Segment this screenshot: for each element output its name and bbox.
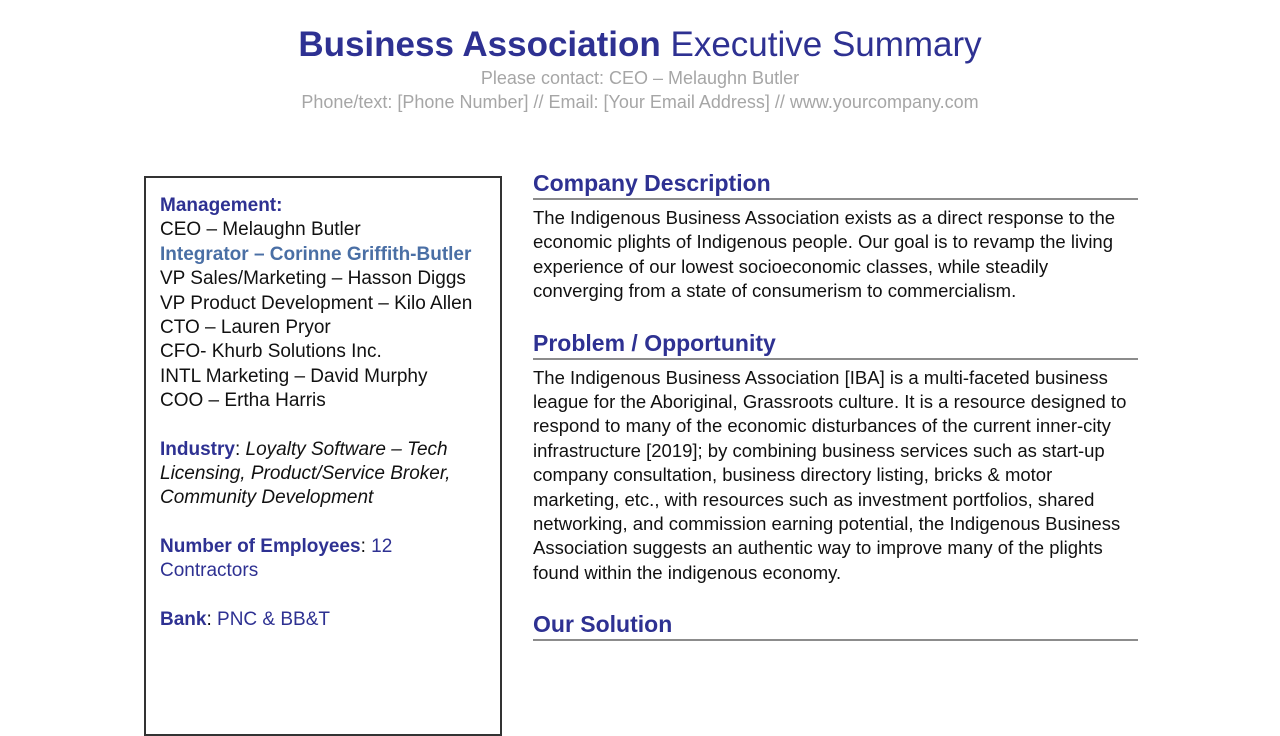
problem-opportunity-text: The Indigenous Business Association [IBA] is a multi-faceted business league for the Aboriginal, Grassroots culture. It is a resource designed to respond to many of the economic disturbances of the current inner-city infrastructure [2019]; by combining business services such as start-up company consultation, business directory listing, bricks & motor marketing, etc., with resources such as investment portfolios, shared networking, and commission earning potential, the Indigenous Business Association suggests an authentic way to improve many of the plights found within the indigenous economy. bbox=[533, 366, 1127, 583]
management-item: COO – Ertha Harris bbox=[160, 390, 326, 412]
phone-email-line: Phone/text: [Phone Number] // Email: [Your Email Address] // www.yourcompany.com bbox=[301, 92, 979, 112]
management-item: VP Product Development – Kilo Allen bbox=[160, 292, 473, 314]
bank-value: PNC & BB&T bbox=[217, 608, 331, 630]
employees-block: Number of Employees: 12 Contractors bbox=[160, 535, 393, 582]
company-description-text: The Indigenous Business Association exists as a direct response to the economic plights of Indigenous people. Our goal is to revamp the living experience of our lowest socioeconomic classes, while steadily converging from a state of consumerism to commercialism. bbox=[533, 207, 1116, 302]
problem-opportunity-heading: Problem / Opportunity bbox=[533, 328, 1138, 360]
our-solution-section bbox=[533, 609, 1138, 641]
bank-block: Bank: PNC & BB&T bbox=[160, 608, 331, 630]
management-item: INTL Marketing – David Murphy bbox=[160, 365, 428, 387]
info-sidebar bbox=[144, 176, 502, 736]
title-rest: Executive Summary bbox=[660, 25, 982, 64]
contact-line: Please contact: CEO – Melaughn Butler bbox=[480, 68, 800, 88]
bank-label: Bank bbox=[160, 608, 207, 630]
management-item: Integrator – Corinne Griffith-Butler bbox=[160, 243, 472, 265]
company-description-section bbox=[533, 168, 1138, 304]
document-title bbox=[0, 24, 1280, 66]
document-header bbox=[0, 24, 1280, 114]
title-bold: Business Association bbox=[298, 25, 661, 64]
management-item: CEO – Melaughn Butler bbox=[160, 219, 361, 241]
industry-value: Loyalty Software – Tech Licensing, Product/Service Broker, Community Development bbox=[160, 438, 451, 509]
problem-opportunity-section bbox=[533, 328, 1138, 586]
management-label: Management: bbox=[160, 195, 283, 216]
industry-label: Industry bbox=[160, 438, 235, 460]
employees-label: Number of Employees bbox=[160, 535, 361, 557]
employees-value: 12 Contractors bbox=[160, 535, 393, 582]
management-item: VP Sales/Marketing – Hasson Diggs bbox=[160, 268, 466, 290]
our-solution-heading: Our Solution bbox=[533, 609, 1138, 641]
company-description-heading: Company Description bbox=[533, 168, 1138, 200]
management-item: CFO- Khurb Solutions Inc. bbox=[160, 341, 382, 363]
management-item: CTO – Lauren Pryor bbox=[160, 317, 331, 339]
main-content bbox=[533, 168, 1138, 665]
industry-block: Industry: Loyalty Software – Tech Licensing, Product/Service Broker, Community Development bbox=[160, 438, 451, 509]
